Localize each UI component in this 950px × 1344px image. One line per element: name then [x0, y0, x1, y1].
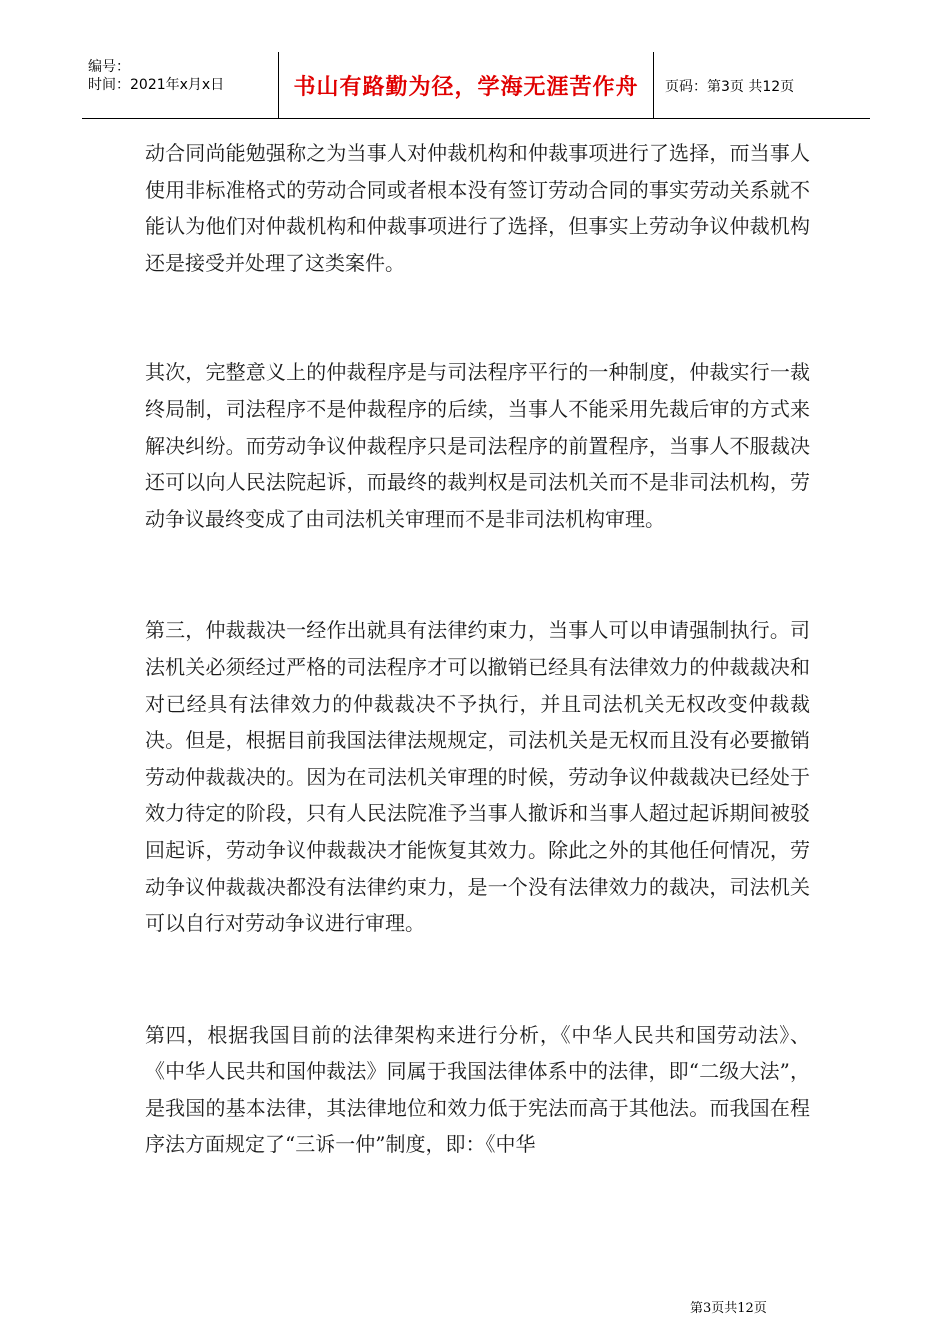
paragraph-4: 第四，根据我国目前的法律架构来进行分析，《中华人民共和国劳动法》、《中华人民共和国仲裁法》同属于我国法律体系中的法律，即“二级大法”，是我国的基本法律，其法律地位和效力低于宪法而高于其他法。而我国在程序法方面规定了“三诉一仲”制度，即：《中华: [145, 1022, 810, 1157]
header-divider-right: [653, 52, 654, 118]
body-content: [145, 135, 810, 1163]
paragraph-1: 动合同尚能勉强称之为当事人对仲裁机构和仲裁事项进行了选择，而当事人使用非标准格式的劳动合同或者根本没有签订劳动合同的事实劳动关系就不能认为他们对仲裁机构和仲裁事项进行了选择，但事实上劳动争议仲裁机构还是接受并处理了这类案件。: [145, 141, 810, 275]
paragraph-3: 第三，仲裁裁决一经作出就具有法律约束力，当事人可以申请强制执行。司法机关必须经过严格的司法程序才可以撤销已经具有法律效力的仲裁裁决和对已经具有法律效力的仲裁裁决不予执行，并且司法机关无权改变仲裁裁决。但是，根据目前我国法律法规规定，司法机关是无权而且没有必要撤销劳动仲裁裁决的。因为在司法机关审理的时候，劳动争议仲裁裁决已经处于效力待定的阶段，只有人民法院准予当事人撤诉和当事人超过起诉期间被驳回起诉，劳动争议仲裁裁决才能恢复其效力。除此之外的其他任何情况，劳动争议仲裁裁决都没有法律约束力，是一个没有法律效力的裁决，司法机关可以自行对劳动争议进行审理。: [145, 618, 810, 936]
page-footer: 第3页共12页: [690, 1301, 767, 1316]
header-date-label: 时间：2021年x月x日: [88, 77, 225, 93]
header-page-info: 页码：第3页 共12页: [665, 79, 795, 95]
header-number-label: 编号：: [88, 59, 130, 75]
header-meta: [88, 58, 288, 94]
paragraph-2: 其次，完整意义上的仲裁程序是与司法程序平行的一种制度，仲裁实行一裁终局制，司法程序不是仲裁程序的后续，当事人不能采用先裁后审的方式来解决纠纷。而劳动争议仲裁程序只是司法程序的前置程序，当事人不服裁决还可以向人民法院起诉，而最终的裁判权是司法机关而不是非司法机构，劳动争议最终变成了由司法机关审理而不是非司法机构审理。: [145, 360, 810, 531]
page-header: [82, 52, 870, 119]
header-motto: 书山有路勤为径，学海无涯苦作舟: [293, 74, 639, 100]
